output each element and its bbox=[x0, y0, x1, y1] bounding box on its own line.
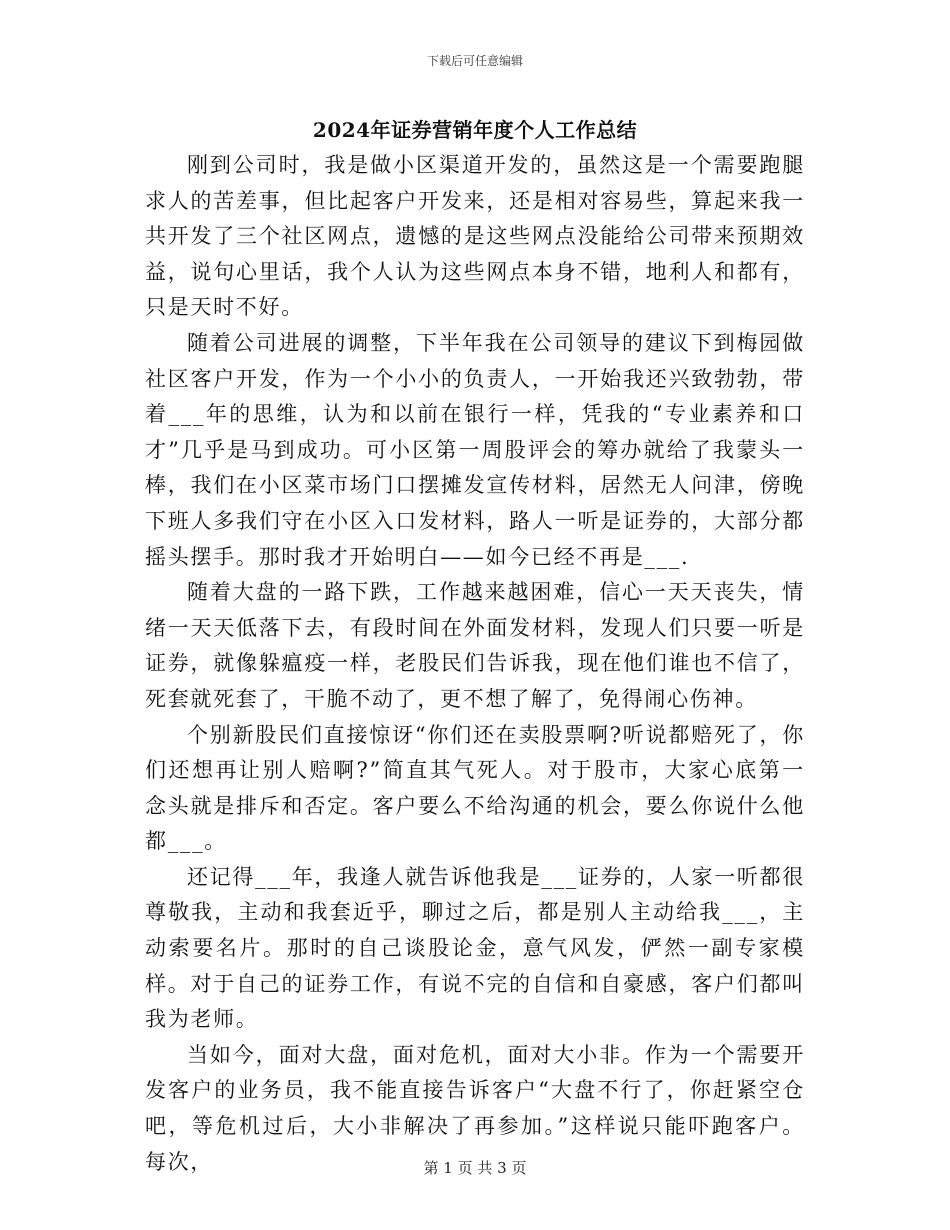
page-number: 第 1 页 共 3 页 bbox=[423, 1159, 527, 1177]
document-body bbox=[145, 148, 805, 1180]
paragraph: 个别新股民们直接惊讶“你们还在卖股票啊?听说都赔死了，你们还想再让别人赔啊?”简直其气死人。对于股市，大家心底第一念头就是排斥和否定。客户要么不给沟通的机会，要么你说什么他都___。 bbox=[145, 722, 805, 854]
paragraph: 刚到公司时，我是做小区渠道开发的，虽然这是一个需要跑腿求人的苦差事，但比起客户开发来，还是相对容易些，算起来我一共开发了三个社区网点，遗憾的是这些网点没能给公司带来预期效益，说句心里话，我个人认为这些网点本身不错，地利人和都有，只是天时不好。 bbox=[145, 153, 805, 320]
paragraph: 还记得___年，我逢人就告诉他我是___证券的，人家一听都很尊敬我，主动和我套近乎，聊过之后，都是别人主动给我___，主动索要名片。那时的自己谈股论金，意气风发，俨然一副专家模样。对于自己的证券工作，有说不完的自信和自豪感，客户们都叫我为老师。 bbox=[145, 864, 805, 1032]
paragraph: 随着大盘的一路下跌，工作越来越困难，信心一天天丧失，情绪一天天低落下去，有段时间在外面发材料，发现人们只要一听是证券，就像躲瘟疫一样，老股民们告诉我，现在他们谁也不信了，死套就死套了，干脆不动了，更不想了解了，免得闹心伤神。 bbox=[145, 580, 805, 711]
paragraph: 随着公司进展的调整，下半年我在公司领导的建议下到梅园做社区客户开发，作为一个小小的负责人，一开始我还兴致勃勃，带着___年的思维，认为和以前在银行一样，凭我的“专业素养和口才”几乎是马到成功。可小区第一周股评会的筹办就给了我蒙头一棒，我们在小区菜市场门口摆摊发宣传材料，居然无人问津，傍晚下班人多我们守在小区入口发材料，路人一听是证券的，大部分都摇头摆手。那时我才开始明白——如今已经不再是___. bbox=[145, 330, 805, 569]
document-title: 2024年证券营销年度个人工作总结 bbox=[312, 118, 638, 142]
header-note: 下载后可任意编辑 bbox=[426, 54, 523, 68]
paragraph: 当如今，面对大盘，面对危机，面对大小非。作为一个需要开发客户的业务员，我不能直接告诉客户“大盘不行了，你赶紧空仓吧，等危机过后，大小非解决了再参加。”这样说只能吓跑客户。每次， bbox=[145, 1042, 805, 1174]
